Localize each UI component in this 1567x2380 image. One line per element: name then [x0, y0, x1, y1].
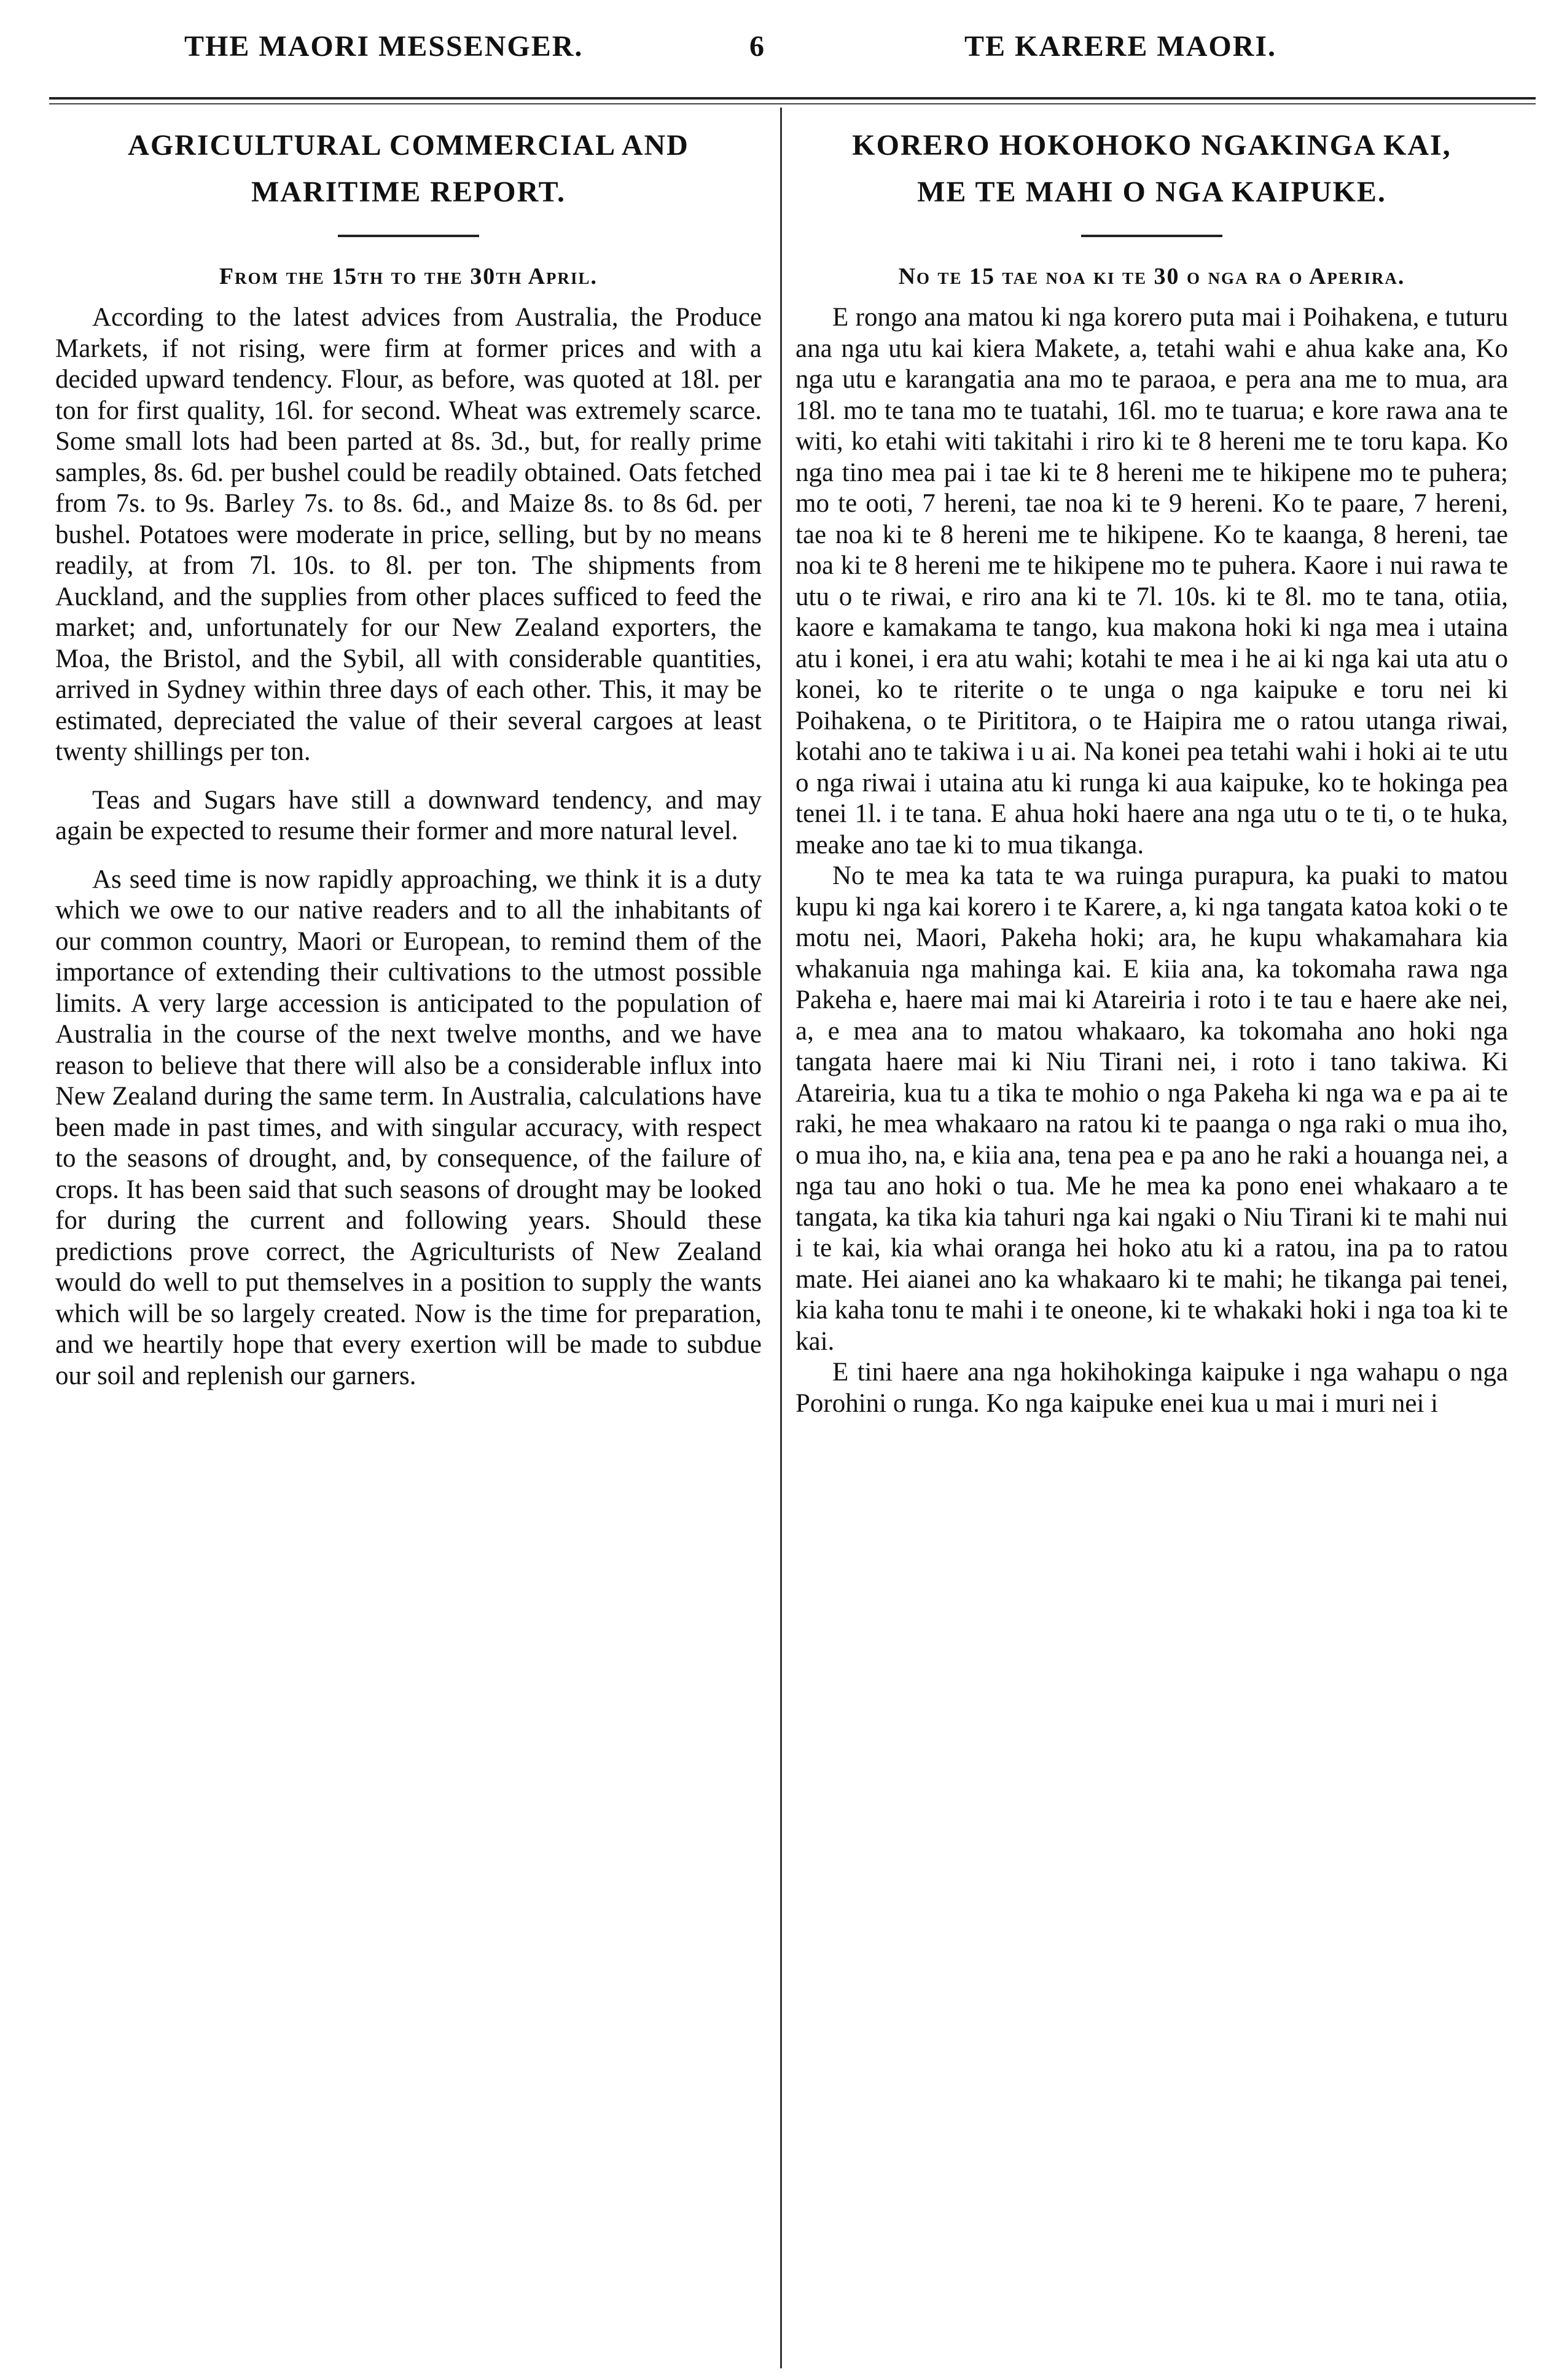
english-paragraph-markets: According to the latest advices from Australia, the Produce Markets, if not rising, were firm at former prices and with a decided upward tendency. Flour, as before, was quoted at 18l. per ton for first quality, 16l. for second. Wheat was extremely scarce. Some small lots had been parted at 8s. 3d., but, for really prime samples, 8s. 6d. per bushel could be readily obtained. Oats fetched from 7s. to 9s. Barley 7s. to 8s. 6d., and Maize 8s. to 8s 6d. per bushel. Potatoes were moderate in price, selling, but by no means readily, at from 7l. 10s. to 8l. per ton. The shipments from Auckland, and the supplies from other places sufficed to feed the market; and, unfortunately for our New Zealand exporters, the Moa, the Bristol, and the Sybil, all with considerable quantities, arrived in Sydney within three days of each other. This, it may be estimated, depreciated the value of their several cargoes at least twenty shillings per ton. — [55, 303, 762, 766]
english-headline-1: AGRICULTURAL COMMERCIAL AND — [128, 129, 689, 162]
column-divider — [780, 108, 782, 2368]
english-paragraph-seed-time: As seed time is now rapidly approaching, we think it is a duty which we owe to our native readers and to all the inhabitants of our common country, Maori or European, to remind them of the importance of extending their cultivations to the utmost possible limits. A very large accession is anticipated to the population of Australia in the course of the next twelve months, and we have reason to believe that there will also be a considerable influx into New Zealand during the same term. In Australia, calculations have been made in past times, and with singular accuracy, with respect to the seasons of drought, and, by consequence, of the failure of crops. It has been said that such seasons of drought may be looked for during the current and following years. Should these predictions prove correct, the Agriculturists of New Zealand would do well to put themselves in a position to supply the wants which will be so largely created. Now is the time for preparation, and we heartily hope that every exertion will be made to subdue our soil and replenish our garners. — [55, 864, 762, 1390]
maori-column — [795, 117, 1508, 1419]
maori-headline-rule — [1081, 235, 1222, 237]
maori-dateline: No te 15 tae noa ki te 30 o nga ra o Aperira. — [898, 264, 1405, 289]
english-headline-rule — [338, 235, 479, 237]
english-column — [55, 117, 762, 1409]
header-rule-thin — [49, 103, 1536, 104]
english-dateline: From the 15th to the 30th April. — [219, 264, 598, 289]
page-number: 6 — [749, 30, 764, 63]
maori-paragraph-markets: E rongo ana matou ki nga korero puta mai i Poihakena, e tuturu ana nga utu kai kiera Makete, a, tetahi wahi e ahua kake ana, Ko nga utu e karangatia ana mo te paraoa, e pera ana me to mua, ara 18l. mo te tana mo te tuatahi, 16l. mo te tuarua; e kore rawa ana te witi, ko etahi witi takitahi i riro ki te 8 hereni me te toru kapa. Ko nga tino mea pai i tae ki te 8 hereni me te hikipene mo te puhera; mo te ooti, 7 hereni, tae noa ki te 9 hereni. Ko te paare, 7 hereni, tae noa ki te 8 hereni me te hikipene. Ko te kaanga, 8 hereni, tae noa ki te 8 hereni me te hikipene mo te puhera. Kaore i nui rawa te utu o te riwai, e riro ana ki te 7l. 10s. ki te 8l. mo te tana, otiia, kaore e kamakama te tango, kua makona hoki ki nga mea i utaina atu i konei, i era atu wahi; kotahi te mea i he ai ki nga kai uta atu o konei, ko te riterite o te unga o nga kaipuke e toru nei ki Poihakena, o te Pirititora, o te Haipira me o ratou utanga riwai, kotahi ano te takiwa i u ai. Na konei pea tetahi wahi i hoki ai te utu o nga riwai i utaina atu ki runga ki aua kaipuke, ko te hokinga pea tenei 1l. i te tana. E ahua hoki haere ana nga utu o te ti, o te huka, meake ano tae ki to mua tikanga. — [795, 303, 1508, 859]
masthead-english: THE MAORI MESSENGER. — [184, 30, 584, 63]
maori-headline-1: KORERO HOKOHOKO NGAKINGA KAI, — [852, 129, 1452, 162]
english-paragraph-teas: Teas and Sugars have still a downward tendency, and may again be expected to resume their former and more natural level. — [55, 785, 762, 845]
maori-paragraph-shipping: E tini haere ana nga hokihokinga kaipuke i nga wahapu o nga Porohini o runga. Ko nga kaipuke enei kua u mai i muri nei i — [795, 1358, 1508, 1418]
header-rule — [49, 97, 1536, 100]
maori-paragraph-seed-time: No te mea ka tata te wa ruinga purapura, ka puaki to matou kupu ki nga kai korero i te Karere, a, ki nga tangata katoa koki o te motu nei, Maori, Pakeha hoki; ara, he kupu whakamahara kia whakanuia nga mahinga kai. E kiia ana, ka tokomaha rawa nga Pakeha e, haere mai mai ki Atareiria i roto i te tau e haere ake nei, a, e mea ana to matou whakaaro, ka tokomaha ano hoki nga tangata haere mai ki Niu Tirani nei, i roto i tano takiwa. Ki Atareiria, kua tu a tika te mohio o nga Pakeha ki nga wa e pa ai te raki, he mea whakaaro na ratou ki te paanga o nga raki o mua iho, o mua iho, na, e kiia ana, tena pea e pa ano he raki a houanga nei, a nga tau ano hoki o tua. Me he mea ka pono enei whakaaro a te tangata, ka tika kia tahuri nga kai ngaki o Niu Tirani ki te mahi nui i te kai, kia whai oranga hei hoko atu ki a ratou, ina pa to ratou mate. Hei aianei ano ka whakaaro ki te mahi; he tikanga pai tenei, kia kaha tonu te mahi i te oneone, ki te whakaki hoki i nga toa ki te kai. — [795, 861, 1508, 1356]
masthead-maori: TE KARERE MAORI. — [964, 30, 1277, 63]
maori-headline-2: ME TE MAHI O NGA KAIPUKE. — [917, 176, 1386, 208]
running-head — [0, 29, 1567, 79]
english-headline-2: MARITIME REPORT. — [251, 176, 566, 208]
